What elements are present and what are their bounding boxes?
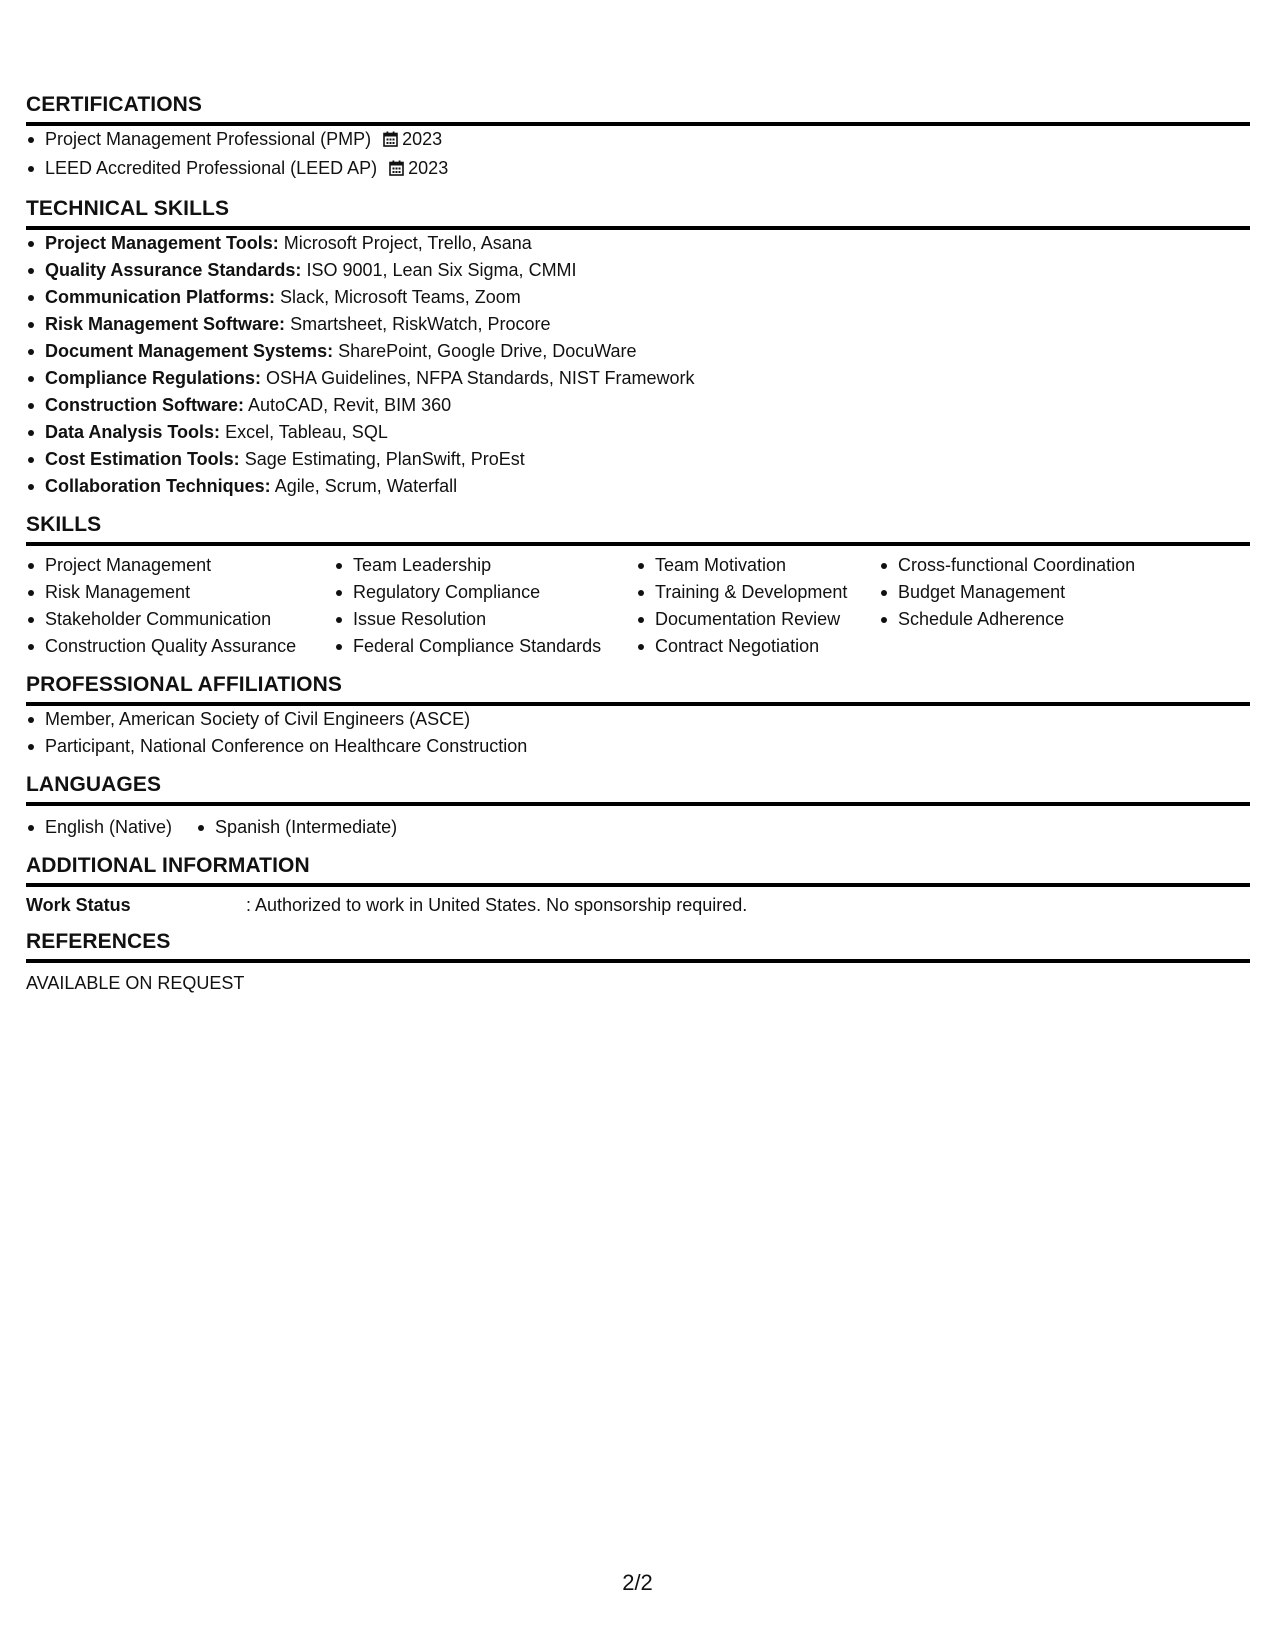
skill-category: Project Management Tools: [45,233,279,253]
languages-section [26,772,1250,841]
list-item [26,155,1250,184]
list-item: Team Leadership [334,552,636,579]
skill-values: Slack, Microsoft Teams, Zoom [280,287,521,307]
languages-list [26,814,421,841]
certification-year: 2023 [402,129,443,149]
list-item [26,446,1250,473]
skill-category: Collaboration Techniques: [45,476,271,496]
skills-column-1 [26,552,334,660]
section-title-technical-skills: TECHNICAL SKILLS [26,196,1250,230]
list-item [26,284,1250,311]
list-item: Schedule Adherence [879,606,1179,633]
skill-values: Microsoft Project, Trello, Asana [283,233,532,253]
section-title-additional-info: ADDITIONAL INFORMATION [26,853,1250,887]
skill-values: Sage Estimating, PlanSwift, ProEst [244,449,525,469]
list-item: Risk Management [26,579,334,606]
list-item: Spanish (Intermediate) [196,814,397,841]
list-item [26,230,1250,257]
certification-year: 2023 [408,158,449,178]
skill-category: Cost Estimation Tools: [45,449,240,469]
list-item [26,338,1250,365]
languages-row [26,806,1250,841]
skills-section [26,512,1250,660]
list-item: Documentation Review [636,606,879,633]
technical-skills-section [26,196,1250,500]
list-item [26,473,1250,500]
certification-name: Project Management Professional (PMP) [45,129,372,149]
skill-values: AutoCAD, Revit, BIM 360 [248,395,452,415]
skill-category: Data Analysis Tools: [45,422,221,442]
skill-category: Construction Software: [45,395,245,415]
skill-values: SharePoint, Google Drive, DocuWare [338,341,637,361]
list-item [26,257,1250,284]
list-item [26,365,1250,392]
section-title-skills: SKILLS [26,512,1250,546]
skill-category: Communication Platforms: [45,287,276,307]
section-title-certifications: CERTIFICATIONS [26,92,1250,126]
calendar-icon [383,128,398,155]
skill-category: Compliance Regulations: [45,368,262,388]
skills-column-4 [879,552,1179,660]
list-item [26,392,1250,419]
list-item: Regulatory Compliance [334,579,636,606]
list-item: Federal Compliance Standards [334,633,636,660]
list-item: Team Motivation [636,552,879,579]
list-item: English (Native) [26,814,172,841]
affiliations-section [26,672,1250,760]
skill-category: Quality Assurance Standards: [45,260,302,280]
list-item: Construction Quality Assurance [26,633,334,660]
list-item: Stakeholder Communication [26,606,334,633]
certifications-section [26,92,1250,184]
list-item: Member, American Society of Civil Engineers (ASCE) [26,706,1250,733]
references-section [26,929,1250,995]
skill-category: Document Management Systems: [45,341,334,361]
list-item [26,126,1250,155]
skill-values: OSHA Guidelines, NFPA Standards, NIST Framework [266,368,695,388]
resume-page [26,92,1250,1007]
skill-values: Excel, Tableau, SQL [225,422,388,442]
skills-grid [26,546,1250,660]
list-item: Issue Resolution [334,606,636,633]
affiliations-list [26,706,1250,760]
list-item: Participant, National Conference on Healthcare Construction [26,733,1250,760]
list-item [26,419,1250,446]
certification-name: LEED Accredited Professional (LEED AP) [45,158,378,178]
skills-column-3 [636,552,879,660]
skills-column-2 [334,552,636,660]
additional-info-section [26,853,1250,917]
list-item [26,311,1250,338]
section-title-references: REFERENCES [26,929,1250,963]
work-status-label: Work Status [26,895,131,915]
work-status-row [26,887,1250,917]
list-item: Training & Development [636,579,879,606]
references-text: AVAILABLE ON REQUEST [26,973,245,993]
section-title-languages: LANGUAGES [26,772,1250,806]
page-number: 2/2 [622,1570,653,1595]
calendar-icon [389,157,404,184]
skill-values: ISO 9001, Lean Six Sigma, CMMI [306,260,577,280]
section-title-affiliations: PROFESSIONAL AFFILIATIONS [26,672,1250,706]
list-item: Cross-functional Coordination [879,552,1179,579]
skill-values: Agile, Scrum, Waterfall [274,476,458,496]
certifications-list [26,126,1250,184]
list-item: Budget Management [879,579,1179,606]
skill-category: Risk Management Software: [45,314,286,334]
skill-values: Smartsheet, RiskWatch, Procore [290,314,551,334]
work-status-value: : Authorized to work in United States. No sponsorship required. [246,895,748,915]
list-item: Project Management [26,552,334,579]
technical-skills-list [26,230,1250,500]
list-item: Contract Negotiation [636,633,879,660]
